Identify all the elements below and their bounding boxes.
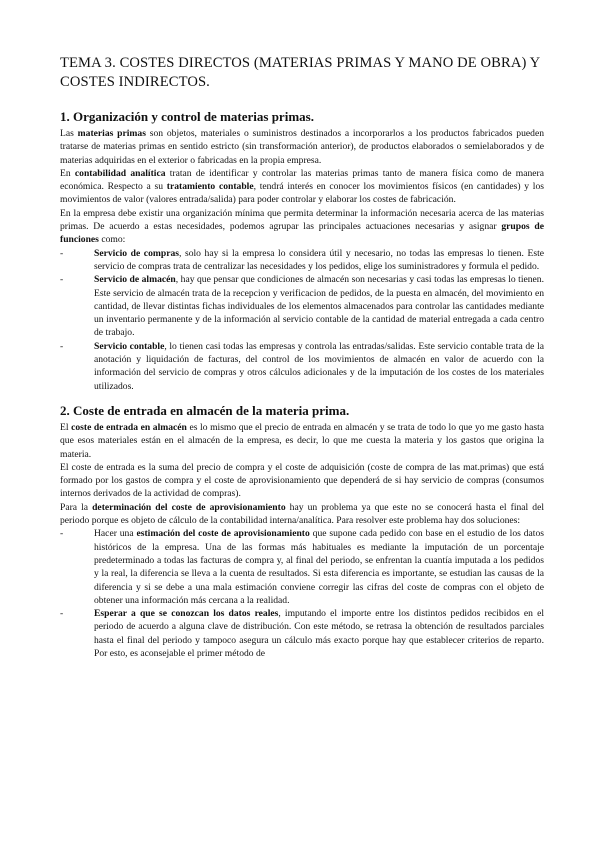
text-run: , tendrá interés en conocer los movimientos físicos (en cantidades) y los movimientos de valor (valores entrada/salida) para poder controlar y elaborar los costes de fabricación. [60,181,545,206]
term-tratamiento-contable: tratamiento contable [166,181,254,193]
list-item [60,527,544,607]
list-item-text: , solo hay si la empresa lo considera útil y necesario, no todas las empresas lo tienen. Este servicio de compras trata de centralizar las necesidades y los pedidos, elige los suministradores y formula el pedido. [94,247,544,272]
list-item-text: , hay que pensar que condiciones de almacén son necesarias y casi todas las empresas lo tienen. Este servicio de almacén trata de la recepcion y verificacion de pedidos, de la puesta en almacén, del movimiento en cantidad, de llevar distintas fichas individuales de los elementos almacenados para controlar las cantidades mediante un inventario permanente y de la información al servicio contable de la cantidad de material entregada a cada centro de trabajo. [94,274,544,339]
list-item [60,247,544,274]
text-run: En la empresa debe existir una organización mínima que permita determinar la información necesaria acerca de las materias primas. De acuerdo a estas necesidades, podemos agrupar las principales actuaciones necesarias y asignar [60,207,544,233]
list-dash: - [60,247,64,259]
s2-paragraph-1 [60,421,544,461]
list-item [60,273,544,339]
list-item-text: , imputando el importe entre los distintos pedidos recibidos en el periodo de acuerdo a alguna clave de distribución. Con este método, se retrasa la obtención de resultados parciales hasta el final del periodo y tampoco asegura un cálculo más exacto porque hay que establecer criterios de reparto. Por esto, es aconsejable el primer método de [94,608,545,659]
list-item-text: , lo tienen casi todas las empresas y controla las entradas/salidas. Este servicio contable trata de la anotación y liquidación de facturas, del control de los movimientos de almacén en valor de acuerdo con la información del servicio de compras y otros cálculos adicionales y de la imputación de los costes de los materiales utilizados. [94,340,544,392]
text-run: tratan de identificar y controlar las materias primas tanto de manera física como de manera económica. Respecto a su [60,167,544,193]
list-dash: - [60,528,64,540]
term-grupos-de-funciones: grupos de funciones [60,221,544,246]
term-coste-aprovisionamiento: determinación del coste de aprovisionamiento [92,501,286,513]
list-item-term: Esperar a que se conozcan los datos reales [94,608,279,620]
term-coste-de-entrada: coste de entrada en almacén [71,421,187,433]
list-item-text: que supone cada pedido con base en el estudio de los datos históricos de la empresa. Una de las formas más habituales es mediante la imputación de un porcentaje predeterminado a todas las facturas de compra y, al final del periodo, se enfrentan la cuantía imputada a los pedidos y la real, la diferencia se lleva a la cuenta de resultados. Si esta diferencia es importante, se estudian las causas de la diferencia y si se debe a una mala estimación conviene corregir las cifras del coste de compras con el objeto de obtener una información más cercana a la realidad. [94,528,544,606]
text-run: Hacer una [94,528,137,540]
s2-solution-list [60,527,544,660]
s1-function-list [60,247,544,393]
text-run: como: [98,234,126,246]
list-item [60,340,544,393]
s2-paragraph-2: El coste de entrada es la suma del precio de compra y el coste de adquisición (coste de compra de las mat.primas) que está formado por los gastos de compra y el coste de aprovisionamiento que dependerá de si hay servicio de compras (consumos internos derivados de la actividad de compras). [60,461,544,500]
text-run: son objetos, materiales o suministros destinados a incorporarlos a los productos fabricados pueden tratarse de materias primas en sentido estricto (sin transformación anterior), de productos elaborados o semielaborados y de materias adquiridas en el exterior o fabricadas en la propia empresa. [60,128,544,166]
spacer [60,393,544,402]
term-contabilidad-analitica: contabilidad analítica [74,167,166,179]
text-run: En [60,167,75,179]
text-run: es lo mismo que el precio de entrada en almacén y se trata de todo lo que yo me gasto hasta que esos materiales están en el almacén de la empresa, es decir, lo que me cuesta la materia y los gastos que origina la materia. [60,421,544,460]
document-title: TEMA 3. COSTES DIRECTOS (MATERIAS PRIMAS Y MANO DE OBRA) Y COSTES INDIRECTOS. [60,55,540,90]
s1-paragraph-2 [60,167,544,207]
list-item-term: Servicio contable [94,340,165,352]
section-1-heading: 1. Organización y control de materias primas. [60,109,314,124]
list-item [60,607,544,660]
list-dash: - [60,340,64,352]
list-dash: - [60,608,64,620]
s1-paragraph-1 [60,127,544,167]
list-item-term: Servicio de compras [94,247,179,259]
list-dash: - [60,274,64,286]
s2-paragraph-3 [60,501,544,528]
s1-paragraph-3 [60,207,544,247]
section-2-heading: 2. Coste de entrada en almacén de la materia prima. [60,402,350,418]
text-run: Para la [60,501,93,513]
list-item-term: estimación del coste de aprovisionamiento [136,528,310,540]
text-run: El [60,421,72,433]
text-run: hay un problema ya que este no se conocerá hasta el final del periodo porque es objeto de cálculo de la contabilidad interna/analítica. Para resolver este problema hay dos soluciones: [60,501,544,527]
text-run: Las [60,128,78,139]
term-materias-primas: materias primas [77,128,146,139]
list-item-term: Servicio de almacén [94,274,176,286]
